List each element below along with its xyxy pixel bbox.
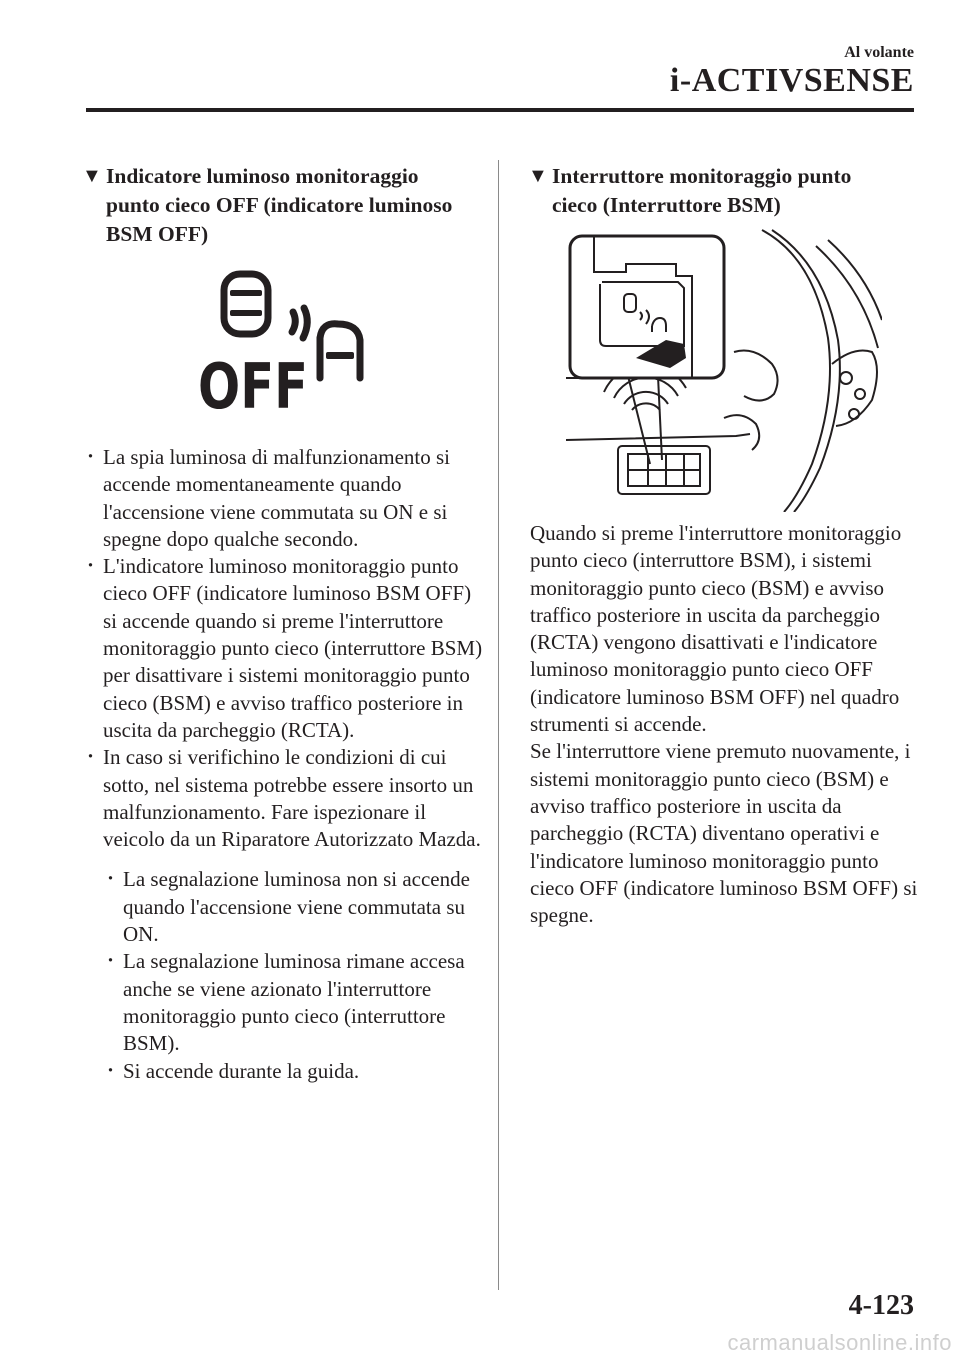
triangle-bullet-icon: ▼ (528, 165, 548, 187)
header-title: i-ACTIVSENSE (669, 62, 914, 99)
right-paragraph-1: Quando si preme l'interruttore monitoraggio punto cieco (interruttore BSM), i sistemi monitoraggio punto cieco (BSM) e avviso traffico posteriore in uscita da parcheggio (RCTA) vengono disattivati e l'indicatore luminoso monitoraggio punto cieco OFF (indicatore luminoso BSM OFF) nel quadro strumenti si accende. (530, 521, 902, 737)
header-rule (86, 108, 914, 112)
right-heading (528, 162, 892, 220)
left-heading-text: Indicatore luminoso monitoraggio punto cieco OFF (indicatore luminoso BSM OFF) (106, 164, 453, 246)
right-paragraph-2: Se l'interruttore viene premuto nuovamente, i sistemi monitoraggio punto cieco (BSM) e avviso traffico posteriore in uscita da parcheggio (RCTA) diventano operativi e l'indicatore luminoso monitoraggio punto cieco OFF (indicatore luminoso BSM OFF) si spegne. (530, 739, 918, 928)
watermark: carmanualsonline.info (727, 1330, 952, 1355)
sub-list (86, 866, 486, 1084)
right-heading-text: Interruttore monitoraggio punto cieco (Interruttore BSM) (552, 164, 852, 217)
left-body (86, 444, 486, 1085)
off-label: OFF (198, 350, 308, 416)
list-item: · In caso si verifichino le condizioni di cui sotto, nel sistema potrebbe essere insorto un malfunzionamento. Fare ispezionare il veicolo da un Riparatore Autorizzato Mazda. (86, 744, 486, 853)
list-item: · La spia luminosa di malfunzionamento si accende momentaneamente quando l'accensione viene commutata su ON e si spegne dopo qualche secondo. (86, 444, 486, 553)
sub-list-item: · Si accende durante la guida. (106, 1058, 486, 1085)
bsm-off-indicator-icon (194, 266, 370, 416)
list-item: · L'indicatore luminoso monitoraggio punto cieco OFF (indicatore luminoso BSM OFF) si accende quando si preme l'interruttore monitoraggio punto cieco (interruttore BSM) per disattivare i sistemi monitoraggio punto cieco (BSM) e avviso traffico posteriore in uscita da parcheggio (RCTA). (86, 553, 486, 744)
triangle-bullet-icon: ▼ (82, 165, 102, 187)
page-number: 4-123 (848, 1290, 914, 1321)
column-divider (498, 160, 499, 1290)
sub-list-item: · La segnalazione luminosa non si accende quando l'accensione viene commutata su ON. (106, 866, 486, 948)
right-body (530, 520, 920, 929)
header-section: Al volante (844, 44, 914, 61)
left-heading (82, 162, 476, 249)
sub-list-item: · La segnalazione luminosa rimane accesa anche se viene azionato l'interruttore monitoraggio punto cieco (interruttore BSM). (106, 948, 486, 1057)
bsm-switch-illustration (566, 228, 882, 512)
